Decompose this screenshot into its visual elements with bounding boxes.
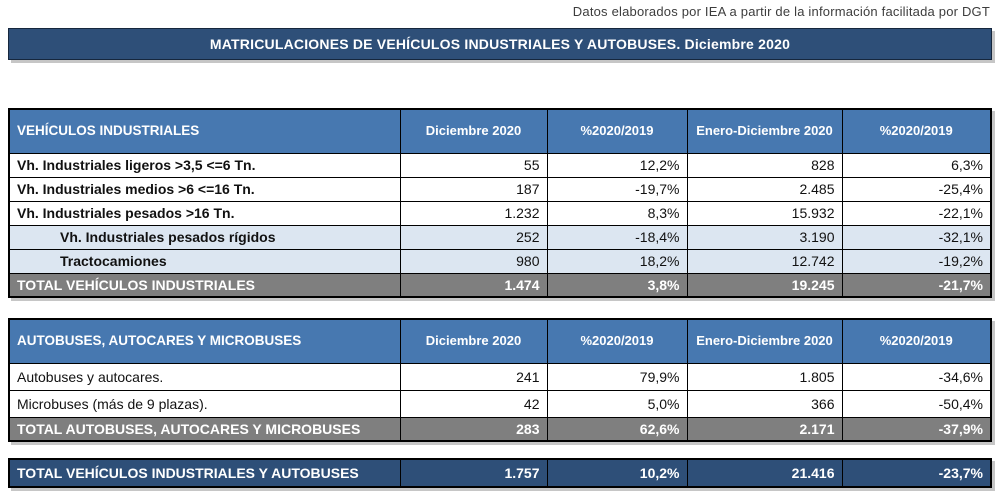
- buses-table: [8, 318, 992, 442]
- col-header-pct-cumulative: %2020/2019: [842, 319, 991, 363]
- row-label: Vh. Industriales medios >6 <=16 Tn.: [9, 177, 400, 201]
- total-label: TOTAL AUTOBUSES, AUTOCARES Y MICROBUSES: [9, 417, 400, 441]
- cell-enero-diciembre: 1.805: [687, 363, 842, 390]
- cell-pct-month: 3,8%: [547, 273, 687, 297]
- table-subrow-pesados-rigidos: [9, 225, 991, 249]
- table-row-medios: [9, 177, 991, 201]
- table2-header-row: [9, 319, 991, 363]
- cell-pct-cumulative: -50,4%: [842, 390, 991, 417]
- attribution-text: Datos elaborados por IEA a partir de la información facilitada por DGT: [572, 4, 990, 19]
- cell-pct-month: 62,6%: [547, 417, 687, 441]
- cell-pct-month: -18,4%: [547, 225, 687, 249]
- cell-enero-diciembre: 15.932: [687, 201, 842, 225]
- cell-pct-cumulative: -25,4%: [842, 177, 991, 201]
- cell-diciembre: 55: [400, 153, 547, 177]
- cell-pct-cumulative: -19,2%: [842, 249, 991, 273]
- row-label: Autobuses y autocares.: [9, 363, 400, 390]
- cell-enero-diciembre: 2.485: [687, 177, 842, 201]
- table-row-pesados: [9, 201, 991, 225]
- cell-pct-cumulative: -32,1%: [842, 225, 991, 249]
- cell-pct-month: -19,7%: [547, 177, 687, 201]
- cell-pct-cumulative: 6,3%: [842, 153, 991, 177]
- cell-pct-month: 5,0%: [547, 390, 687, 417]
- row-label: Vh. Industriales pesados >16 Tn.: [9, 201, 400, 225]
- cell-diciembre: 980: [400, 249, 547, 273]
- cell-pct-cumulative: -21,7%: [842, 273, 991, 297]
- cell-enero-diciembre: 3.190: [687, 225, 842, 249]
- cell-diciembre: 1.757: [400, 459, 547, 487]
- cell-diciembre: 187: [400, 177, 547, 201]
- cell-pct-month: 79,9%: [547, 363, 687, 390]
- table-row-ligeros: [9, 153, 991, 177]
- row-label: Vh. Industriales pesados rígidos: [9, 225, 400, 249]
- col-header-pct-month: %2020/2019: [547, 109, 687, 153]
- cell-diciembre: 42: [400, 390, 547, 417]
- cell-diciembre: 1.232: [400, 201, 547, 225]
- table1-total-row: [9, 273, 991, 297]
- grand-total-row: [9, 459, 991, 487]
- cell-enero-diciembre: 21.416: [687, 459, 842, 487]
- cell-pct-cumulative: -23,7%: [842, 459, 991, 487]
- table-row-microbuses: [9, 390, 991, 417]
- row-label: Tractocamiones: [9, 249, 400, 273]
- cell-diciembre: 1.474: [400, 273, 547, 297]
- table2-title-cell: AUTOBUSES, AUTOCARES Y MICROBUSES: [9, 319, 400, 363]
- col-header-diciembre-2020: Diciembre 2020: [400, 319, 547, 363]
- cell-pct-cumulative: -37,9%: [842, 417, 991, 441]
- cell-diciembre: 241: [400, 363, 547, 390]
- cell-enero-diciembre: 12.742: [687, 249, 842, 273]
- col-header-enero-diciembre-2020: Enero-Diciembre 2020: [687, 319, 842, 363]
- cell-enero-diciembre: 366: [687, 390, 842, 417]
- cell-enero-diciembre: 19.245: [687, 273, 842, 297]
- total-label: TOTAL VEHÍCULOS INDUSTRIALES: [9, 273, 400, 297]
- cell-diciembre: 252: [400, 225, 547, 249]
- table1-header-row: [9, 109, 991, 153]
- col-header-enero-diciembre-2020: Enero-Diciembre 2020: [687, 109, 842, 153]
- grand-total-table: [8, 458, 992, 488]
- table1-title-cell: VEHÍCULOS INDUSTRIALES: [9, 109, 400, 153]
- table2-total-row: [9, 417, 991, 441]
- col-header-diciembre-2020: Diciembre 2020: [400, 109, 547, 153]
- row-label: Vh. Industriales ligeros >3,5 <=6 Tn.: [9, 153, 400, 177]
- table-subrow-tractocamiones: [9, 249, 991, 273]
- title-banner: [8, 28, 992, 60]
- cell-pct-month: 18,2%: [547, 249, 687, 273]
- cell-pct-cumulative: -22,1%: [842, 201, 991, 225]
- cell-pct-month: 12,2%: [547, 153, 687, 177]
- cell-diciembre: 283: [400, 417, 547, 441]
- grand-total-label: TOTAL VEHÍCULOS INDUSTRIALES Y AUTOBUSES: [9, 459, 400, 487]
- cell-pct-cumulative: -34,6%: [842, 363, 991, 390]
- table-row-autobuses: [9, 363, 991, 390]
- industrial-vehicles-table: [8, 108, 992, 298]
- col-header-pct-cumulative: %2020/2019: [842, 109, 991, 153]
- cell-enero-diciembre: 2.171: [687, 417, 842, 441]
- cell-enero-diciembre: 828: [687, 153, 842, 177]
- page-title: MATRICULACIONES DE VEHÍCULOS INDUSTRIALES Y AUTOBUSES. Diciembre 2020: [209, 36, 791, 52]
- cell-pct-month: 8,3%: [547, 201, 687, 225]
- row-label: Microbuses (más de 9 plazas).: [9, 390, 400, 417]
- cell-pct-month: 10,2%: [547, 459, 687, 487]
- col-header-pct-month: %2020/2019: [547, 319, 687, 363]
